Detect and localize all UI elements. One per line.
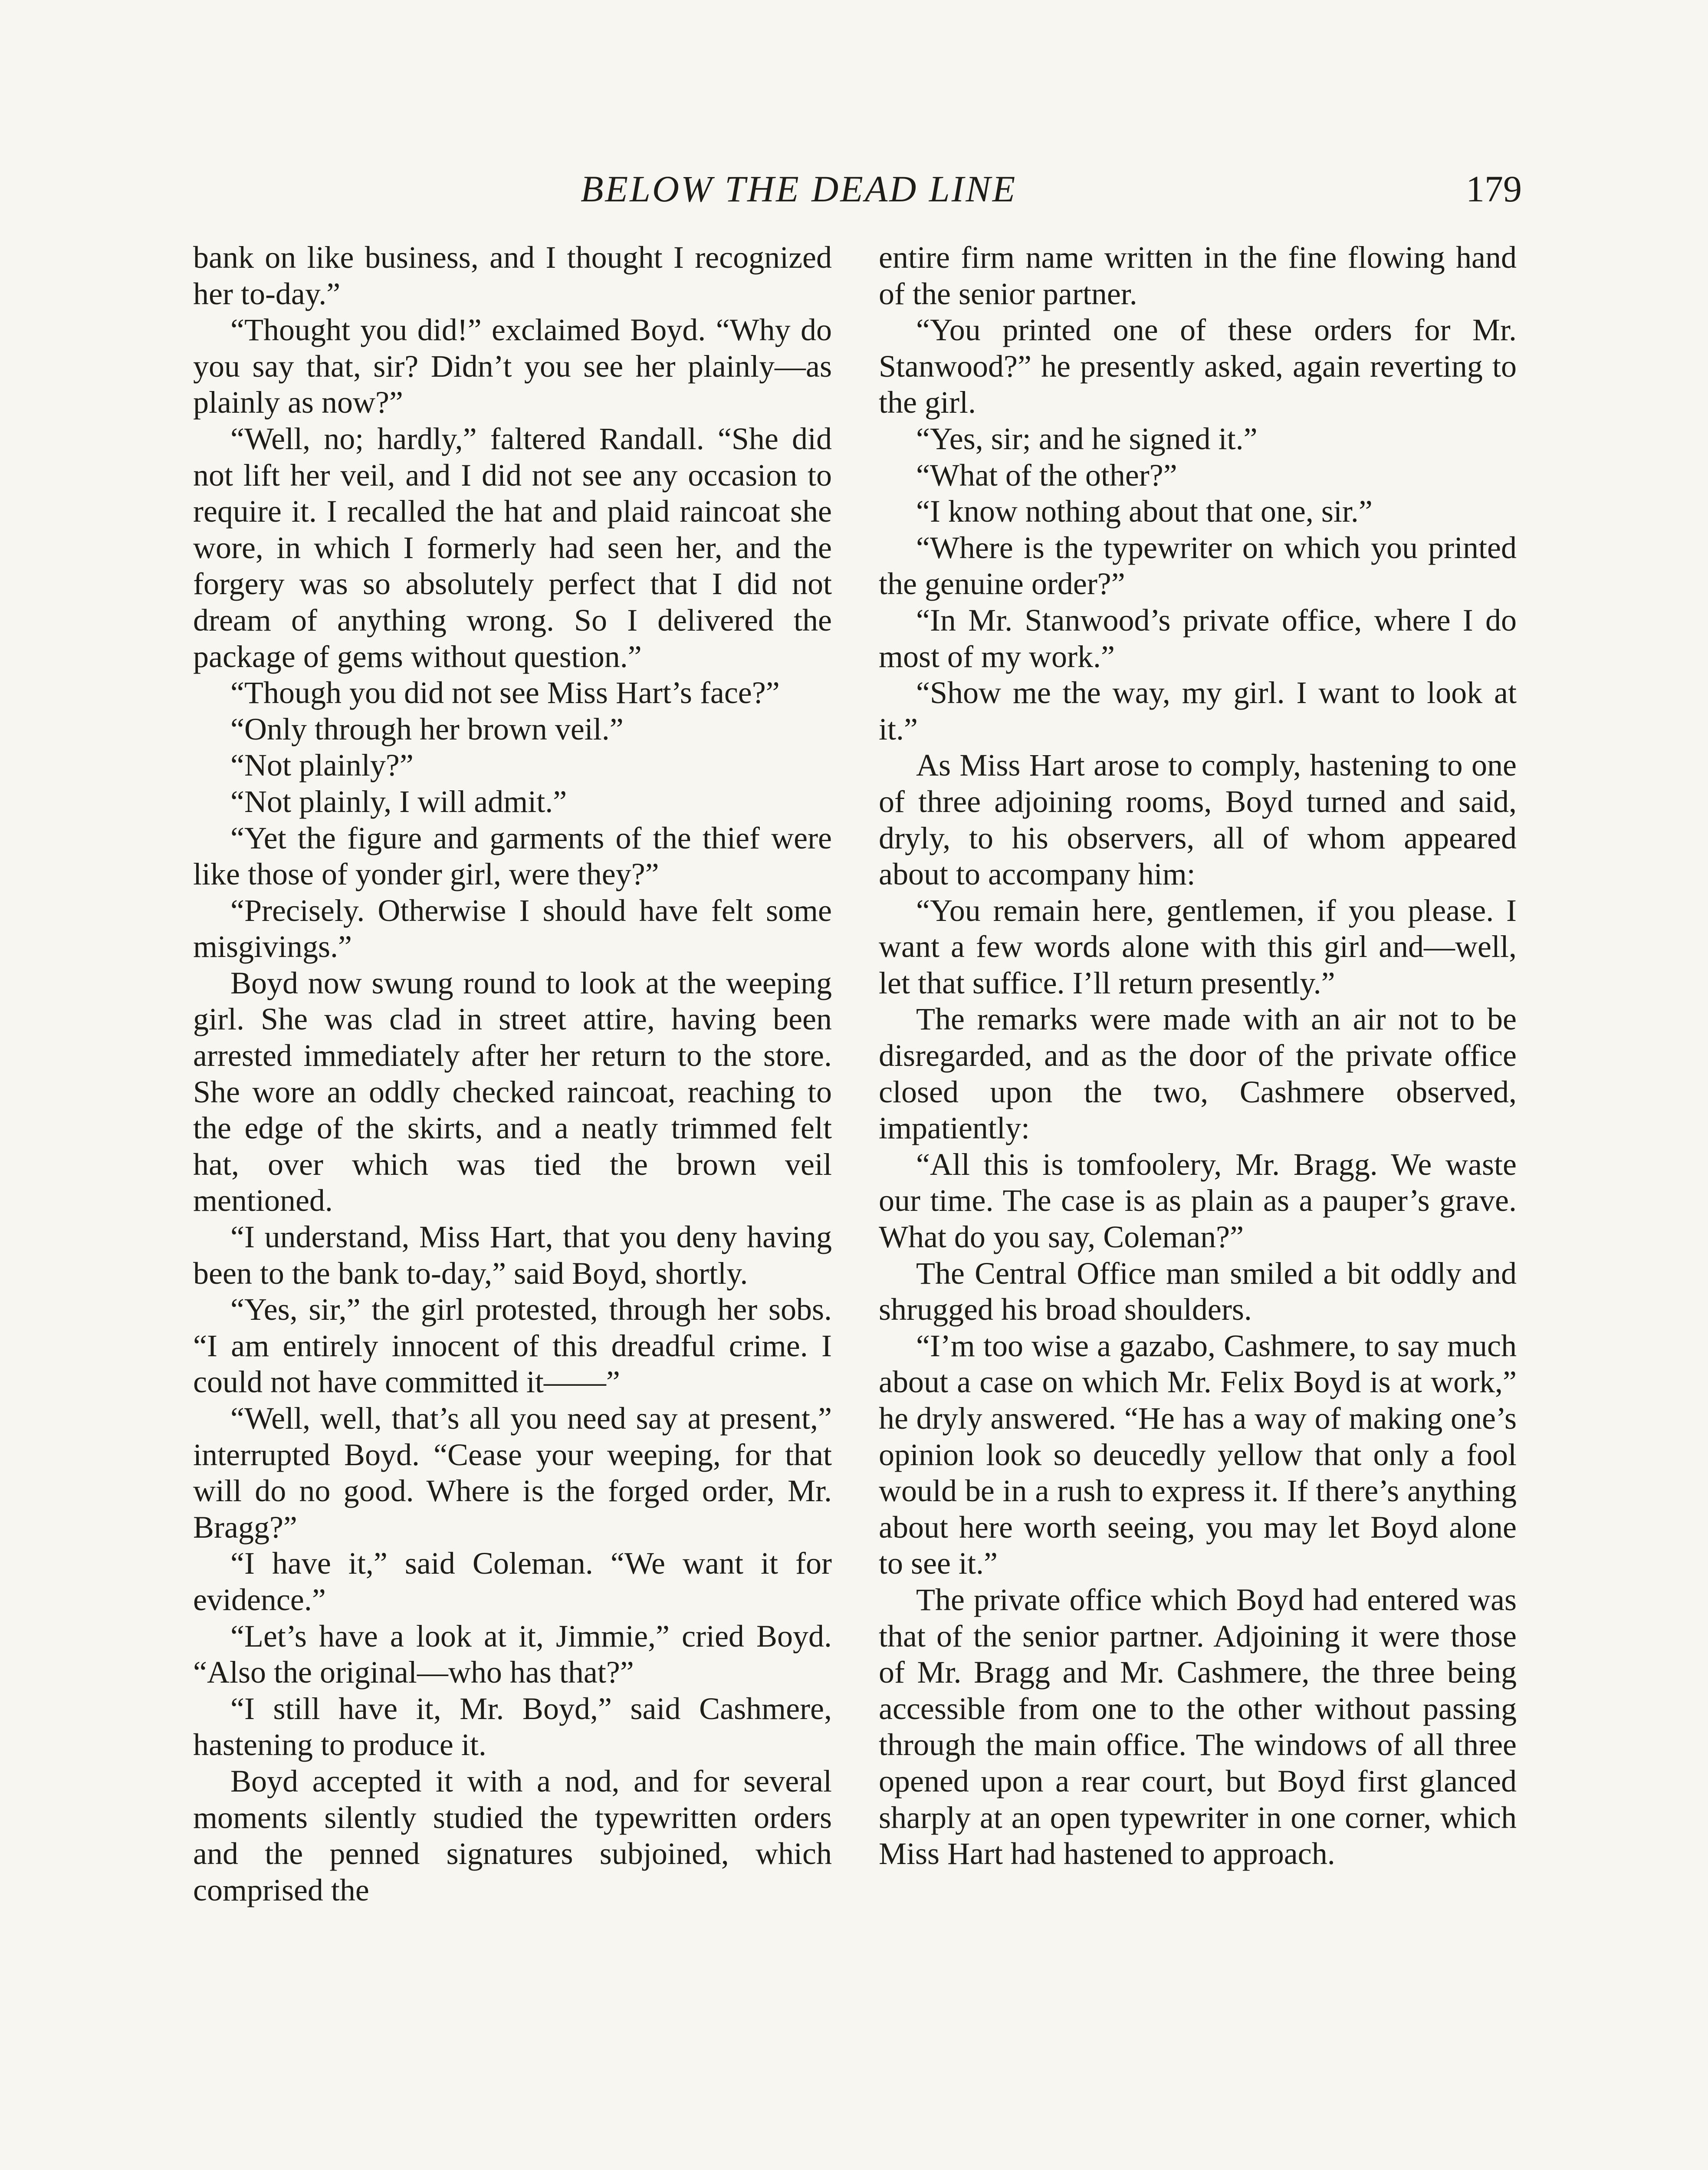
paragraph: “Yes, sir,” the girl protested, through her sobs. “I am entirely innocent of this dreadful crime. I could not have committed it——” xyxy=(193,1292,832,1400)
running-head: BELOW THE DEAD LINE xyxy=(581,168,1017,210)
paragraph: The Central Office man smiled a bit oddly and shrugged his broad shoulders. xyxy=(879,1256,1517,1327)
page-number: 179 xyxy=(1466,168,1522,210)
paragraph: “You printed one of these orders for Mr. Stanwood?” he presently asked, again reverting to the girl. xyxy=(879,312,1517,420)
paragraph: “I’m too wise a gazabo, Cashmere, to say much about a case on which Mr. Felix Boyd is at work,” he dryly answered. “He has a way of making one’s opinion look so deucedly yellow that only a fool would be in a rush to express it. If there’s anything about here worth seeing, you may let Boyd alone to see it.” xyxy=(879,1328,1517,1581)
paragraph: “What of the other?” xyxy=(916,457,1177,493)
paragraph: “Show me the way, my girl. I want to look at it.” xyxy=(879,675,1517,746)
paragraph: entire firm name written in the fine flowing hand of the senior partner. xyxy=(879,240,1517,311)
paragraph: “I have it,” said Coleman. “We want it for evidence.” xyxy=(193,1546,832,1617)
paragraph: “Though you did not see Miss Hart’s face?” xyxy=(230,675,780,710)
paragraph: bank on like business, and I thought I recognized her to-day.” xyxy=(193,240,832,311)
paragraph: Boyd accepted it with a nod, and for several moments silently studied the typewritten orders and the penned signatures subjoined, which comprised the xyxy=(193,1763,832,1907)
paragraph: “Thought you did!” exclaimed Boyd. “Why do you say that, sir? Didn’t you see her plainly—as plainly as now?” xyxy=(193,312,832,420)
paragraph: The private office which Boyd had entered was that of the senior partner. Adjoining it were those of Mr. Bragg and Mr. Cashmere, the three being accessible from one to the other without passing through the main office. The windows of all three opened upon a rear court, but Boyd first glanced sharply at an open typewriter in one corner, which Miss Hart had hastened to approach. xyxy=(879,1582,1517,1871)
paragraph: “You remain here, gentlemen, if you please. I want a few words alone with this girl and—well, let that suffice. I’ll return presently.” xyxy=(879,893,1517,1000)
left-text-column xyxy=(193,240,832,1908)
paragraph: “All this is tomfoolery, Mr. Bragg. We waste our time. The case is as plain as a pauper’s grave. What do you say, Coleman?” xyxy=(879,1147,1517,1255)
paragraph: “I still have it, Mr. Boyd,” said Cashmere, hastening to produce it. xyxy=(193,1691,832,1762)
paragraph: “Only through her brown veil.” xyxy=(230,711,624,746)
paragraph: “Not plainly, I will admit.” xyxy=(230,784,567,819)
paragraph: The remarks were made with an air not to be disregarded, and as the door of the private office closed upon the two, Cashmere observed, impatiently: xyxy=(879,1002,1517,1146)
paragraph: “Yes, sir; and he signed it.” xyxy=(916,421,1258,456)
paragraph: Boyd now swung round to look at the weeping girl. She was clad in street attire, having been arrested immediately after her return to the store. She wore an oddly checked raincoat, reaching to the edge of the skirts, and a neatly trimmed felt hat, over which was tied the brown veil mentioned. xyxy=(193,965,832,1218)
paragraph: “Let’s have a look at it, Jimmie,” cried Boyd. “Also the original—who has that?” xyxy=(193,1618,832,1690)
paragraph: “I understand, Miss Hart, that you deny having been to the bank to-day,” said Boyd, shortly. xyxy=(193,1220,832,1291)
paragraph: As Miss Hart arose to comply, hastening to one of three adjoining rooms, Boyd turned and said, dryly, to his observers, all of whom appeared about to accompany him: xyxy=(879,748,1517,892)
right-text-column xyxy=(879,240,1517,1872)
paragraph: “Where is the typewriter on which you printed the genuine order?” xyxy=(879,530,1517,602)
paragraph: “I know nothing about that one, sir.” xyxy=(916,494,1373,529)
paragraph: “Well, no; hardly,” faltered Randall. “She did not lift her veil, and I did not see any occasion to require it. I recalled the hat and plaid raincoat she wore, in which I formerly had seen her, and the forgery was so absolutely perfect that I did not dream of anything wrong. So I delivered the package of gems without question.” xyxy=(193,421,832,674)
page-header xyxy=(0,165,1708,213)
paragraph: “In Mr. Stanwood’s private office, where I do most of my work.” xyxy=(879,602,1517,674)
paragraph: “Yet the figure and garments of the thief were like those of yonder girl, were they?” xyxy=(193,820,832,892)
paragraph: “Precisely. Otherwise I should have felt some misgivings.” xyxy=(193,893,832,964)
paragraph: “Not plainly?” xyxy=(230,748,414,783)
paragraph: “Well, well, that’s all you need say at present,” interrupted Boyd. “Cease your weeping, for that will do no good. Where is the forged order, Mr. Bragg?” xyxy=(193,1401,832,1545)
